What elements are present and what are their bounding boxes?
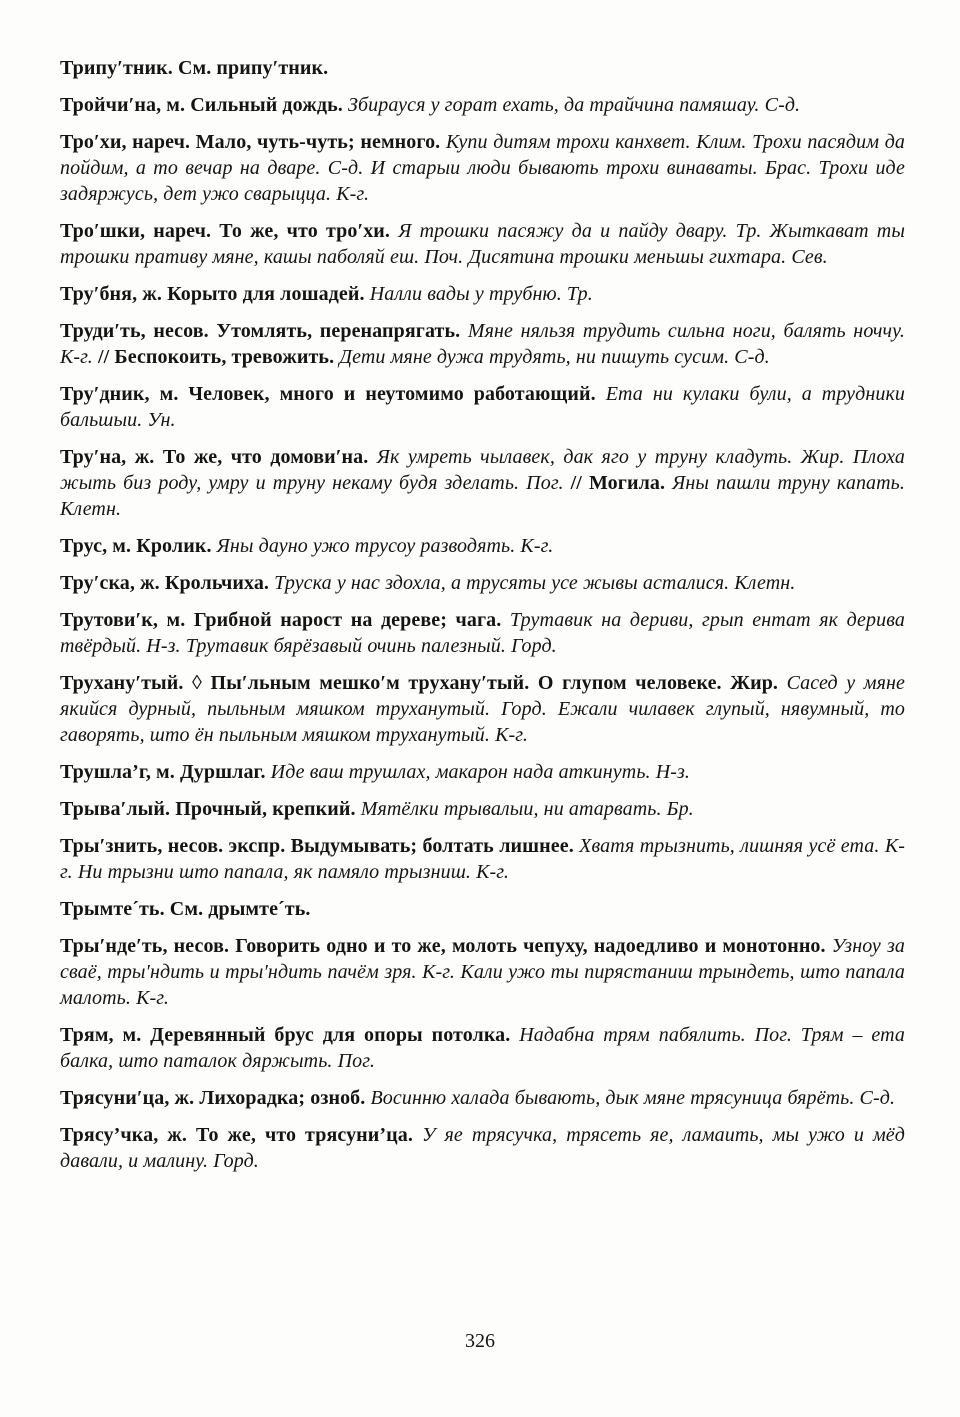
- entry-headword-definition: Трипу′тник. См. припу′тник.: [60, 57, 329, 79]
- entry-headword-definition: Тру′дник, м. Человек, много и неутомимо работающий.: [60, 383, 606, 405]
- entry-example-text: У яе трясучка, трясеть яе, ламаить, мы ужо и мёд давали, и малину. Горд.: [60, 1124, 905, 1172]
- entry-example-text: Надабна трям пабялить. Пог. Трям – ета балка, што паталок дяржыть. Пог.: [60, 1024, 905, 1072]
- entry-headword-definition: Трясу’чка, ж. То же, что трясуни’ца.: [60, 1124, 422, 1146]
- entry-example-text: Восинню халада бывають, дык мяне трясуница бярёть. С-д.: [370, 1087, 896, 1109]
- dictionary-entry: [60, 570, 905, 596]
- dictionary-entry: [60, 933, 905, 1011]
- page-number: 326: [465, 1330, 495, 1352]
- entry-example-text: Налли вады у трубню. Тр.: [369, 283, 593, 305]
- entry-headword-definition: Тры′знить, несов. экспр. Выдумывать; болтать лишнее.: [60, 835, 580, 857]
- dictionary-entry: [60, 670, 905, 748]
- entry-headword-definition: Тру′бня, ж. Корыто для лошадей.: [60, 283, 370, 305]
- dictionary-entry: [60, 1022, 905, 1074]
- entry-example-text: Дети мяне дужа трудять, ни пишуть сусим. С-д.: [339, 346, 770, 368]
- entry-headword-definition: Трус, м. Кролик.: [60, 535, 217, 557]
- dictionary-entry: [60, 533, 905, 559]
- entry-example-text: Мяне няльзя трудить сильна ноги, балять ноччу. К-г.: [60, 320, 905, 368]
- entry-example-text: Яны дауно ужо трусоу разводять. К-г.: [216, 535, 554, 557]
- entry-headword-definition: Трухану′тый. ◊ Пы′льным мешко′м трухану′тый. О глупом человеке. Жир.: [60, 672, 787, 694]
- entry-headword-definition: Трям, м. Деревянный брус для опоры потолка.: [60, 1024, 520, 1046]
- entry-headword-definition: Тро′хи, нареч. Мало, чуть-чуть; немного.: [60, 131, 446, 153]
- entry-example-text: Трутавик на дериви, грып ентат як дерива твёрдый. Н-з. Трутавик бярёзавый очинь палезный. Горд.: [60, 609, 905, 657]
- entry-example-text: Я трошки пасяжу да и пайду двару. Тр. Жыткават ты трошки пративу мяне, кашы паболяй еш. Поч. Дисятина трошки меньшы гихтара. Сев.: [60, 220, 905, 268]
- entry-headword-definition: Трутови′к, м. Грибной нарост на дереве; чага.: [60, 609, 510, 631]
- dictionary-entry: [60, 444, 905, 522]
- dictionary-entry: [60, 381, 905, 433]
- dictionary-entry: [60, 607, 905, 659]
- entry-example-text: Узноу за сваё, тры′ндить и тры′ндить пачём зря. К-г. Кали ужо ты пирястаниш трындеть, што папала малоть. К-г.: [60, 935, 906, 1009]
- entry-example-text: Збирауся у горат ехать, да трайчина памяшау. С-д.: [347, 94, 801, 116]
- dictionary-entry: [60, 1122, 905, 1174]
- dictionary-entry: [60, 896, 905, 922]
- dictionary-entry: [60, 129, 905, 207]
- entry-headword-definition: // Могила.: [570, 472, 673, 494]
- dictionary-entry: [60, 759, 905, 785]
- entry-headword-definition: Тру′на, ж. То же, что домови′на.: [60, 446, 377, 468]
- entry-example-text: Купи дитям трохи канхвет. Клим. Трохи пасядим да пойдим, а то вечар на дваре. С-д. И старыи люди бывають трохи винаваты. Брас. Трохи иде задяржусь, дет ужо сварыцца. К-г.: [60, 131, 906, 205]
- entry-headword-definition: Тру′ска, ж. Крольчиха.: [60, 572, 275, 594]
- entry-headword-definition: Трушла’г, м. Дуршлаг.: [60, 761, 271, 783]
- dictionary-entry: [60, 796, 905, 822]
- entry-example-text: Як умреть чылавек, дак яго у труну кладуть. Жир. Плоха жыть биз роду, умру и труну некаму будя зделать. Пог.: [60, 446, 905, 494]
- entry-example-text: Яны пашли труну капать. Клетн.: [60, 472, 905, 520]
- entry-headword-definition: Трымте´ть. См. дрымте´ть.: [60, 898, 311, 920]
- entry-headword-definition: Тройчи′на, м. Сильный дождь.: [60, 94, 348, 116]
- dictionary-entry: [60, 55, 905, 81]
- dictionary-entry: [60, 92, 905, 118]
- dictionary-entry: [60, 318, 905, 370]
- entry-example-text: Хватя трызнить, лишняя усё ета. К-г. Ни трызни што папала, як памяло трызниш. К-г.: [60, 835, 905, 883]
- entry-example-text: Мятёлки трывалыи, ни атарвать. Бр.: [360, 798, 694, 820]
- entry-example-text: Сасед у мяне якийся дурный, пыльным мяшком труханутый. Горд. Ежали чилавек глупый, нявумный, то гаворять, што ён пыльным мяшком труханутый. К-г.: [60, 672, 905, 746]
- dictionary-entry: [60, 833, 905, 885]
- page-footer: [0, 1330, 960, 1353]
- entry-headword-definition: // Беспокоить, тревожить.: [97, 346, 340, 368]
- entry-headword-definition: Тро′шки, нареч. То же, что тро′хи.: [60, 220, 399, 242]
- dictionary-entry: [60, 281, 905, 307]
- entry-headword-definition: Труди′ть, несов. Утомлять, перенапрягать.: [60, 320, 468, 342]
- entry-headword-definition: Тры′нде′ть, несов. Говорить одно и то же, молоть чепуху, надоедливо и монотонно.: [60, 935, 832, 957]
- dictionary-entry: [60, 218, 905, 270]
- entry-example-text: Ета ни кулаки були, а трудники бальшыи. Ун.: [60, 383, 905, 431]
- dictionary-entry: [60, 1085, 905, 1111]
- entry-headword-definition: Трясуни′ца, ж. Лихорадка; озноб.: [60, 1087, 371, 1109]
- entry-example-text: Труска у нас здохла, а трусяты усе жывы асталися. Клетн.: [274, 572, 796, 594]
- entries-container: [60, 55, 905, 1185]
- entry-example-text: Иде ваш трушлах, макарон нада аткинуть. Н-з.: [270, 761, 691, 783]
- entry-headword-definition: Трыва′лый. Прочный, крепкий.: [60, 798, 361, 820]
